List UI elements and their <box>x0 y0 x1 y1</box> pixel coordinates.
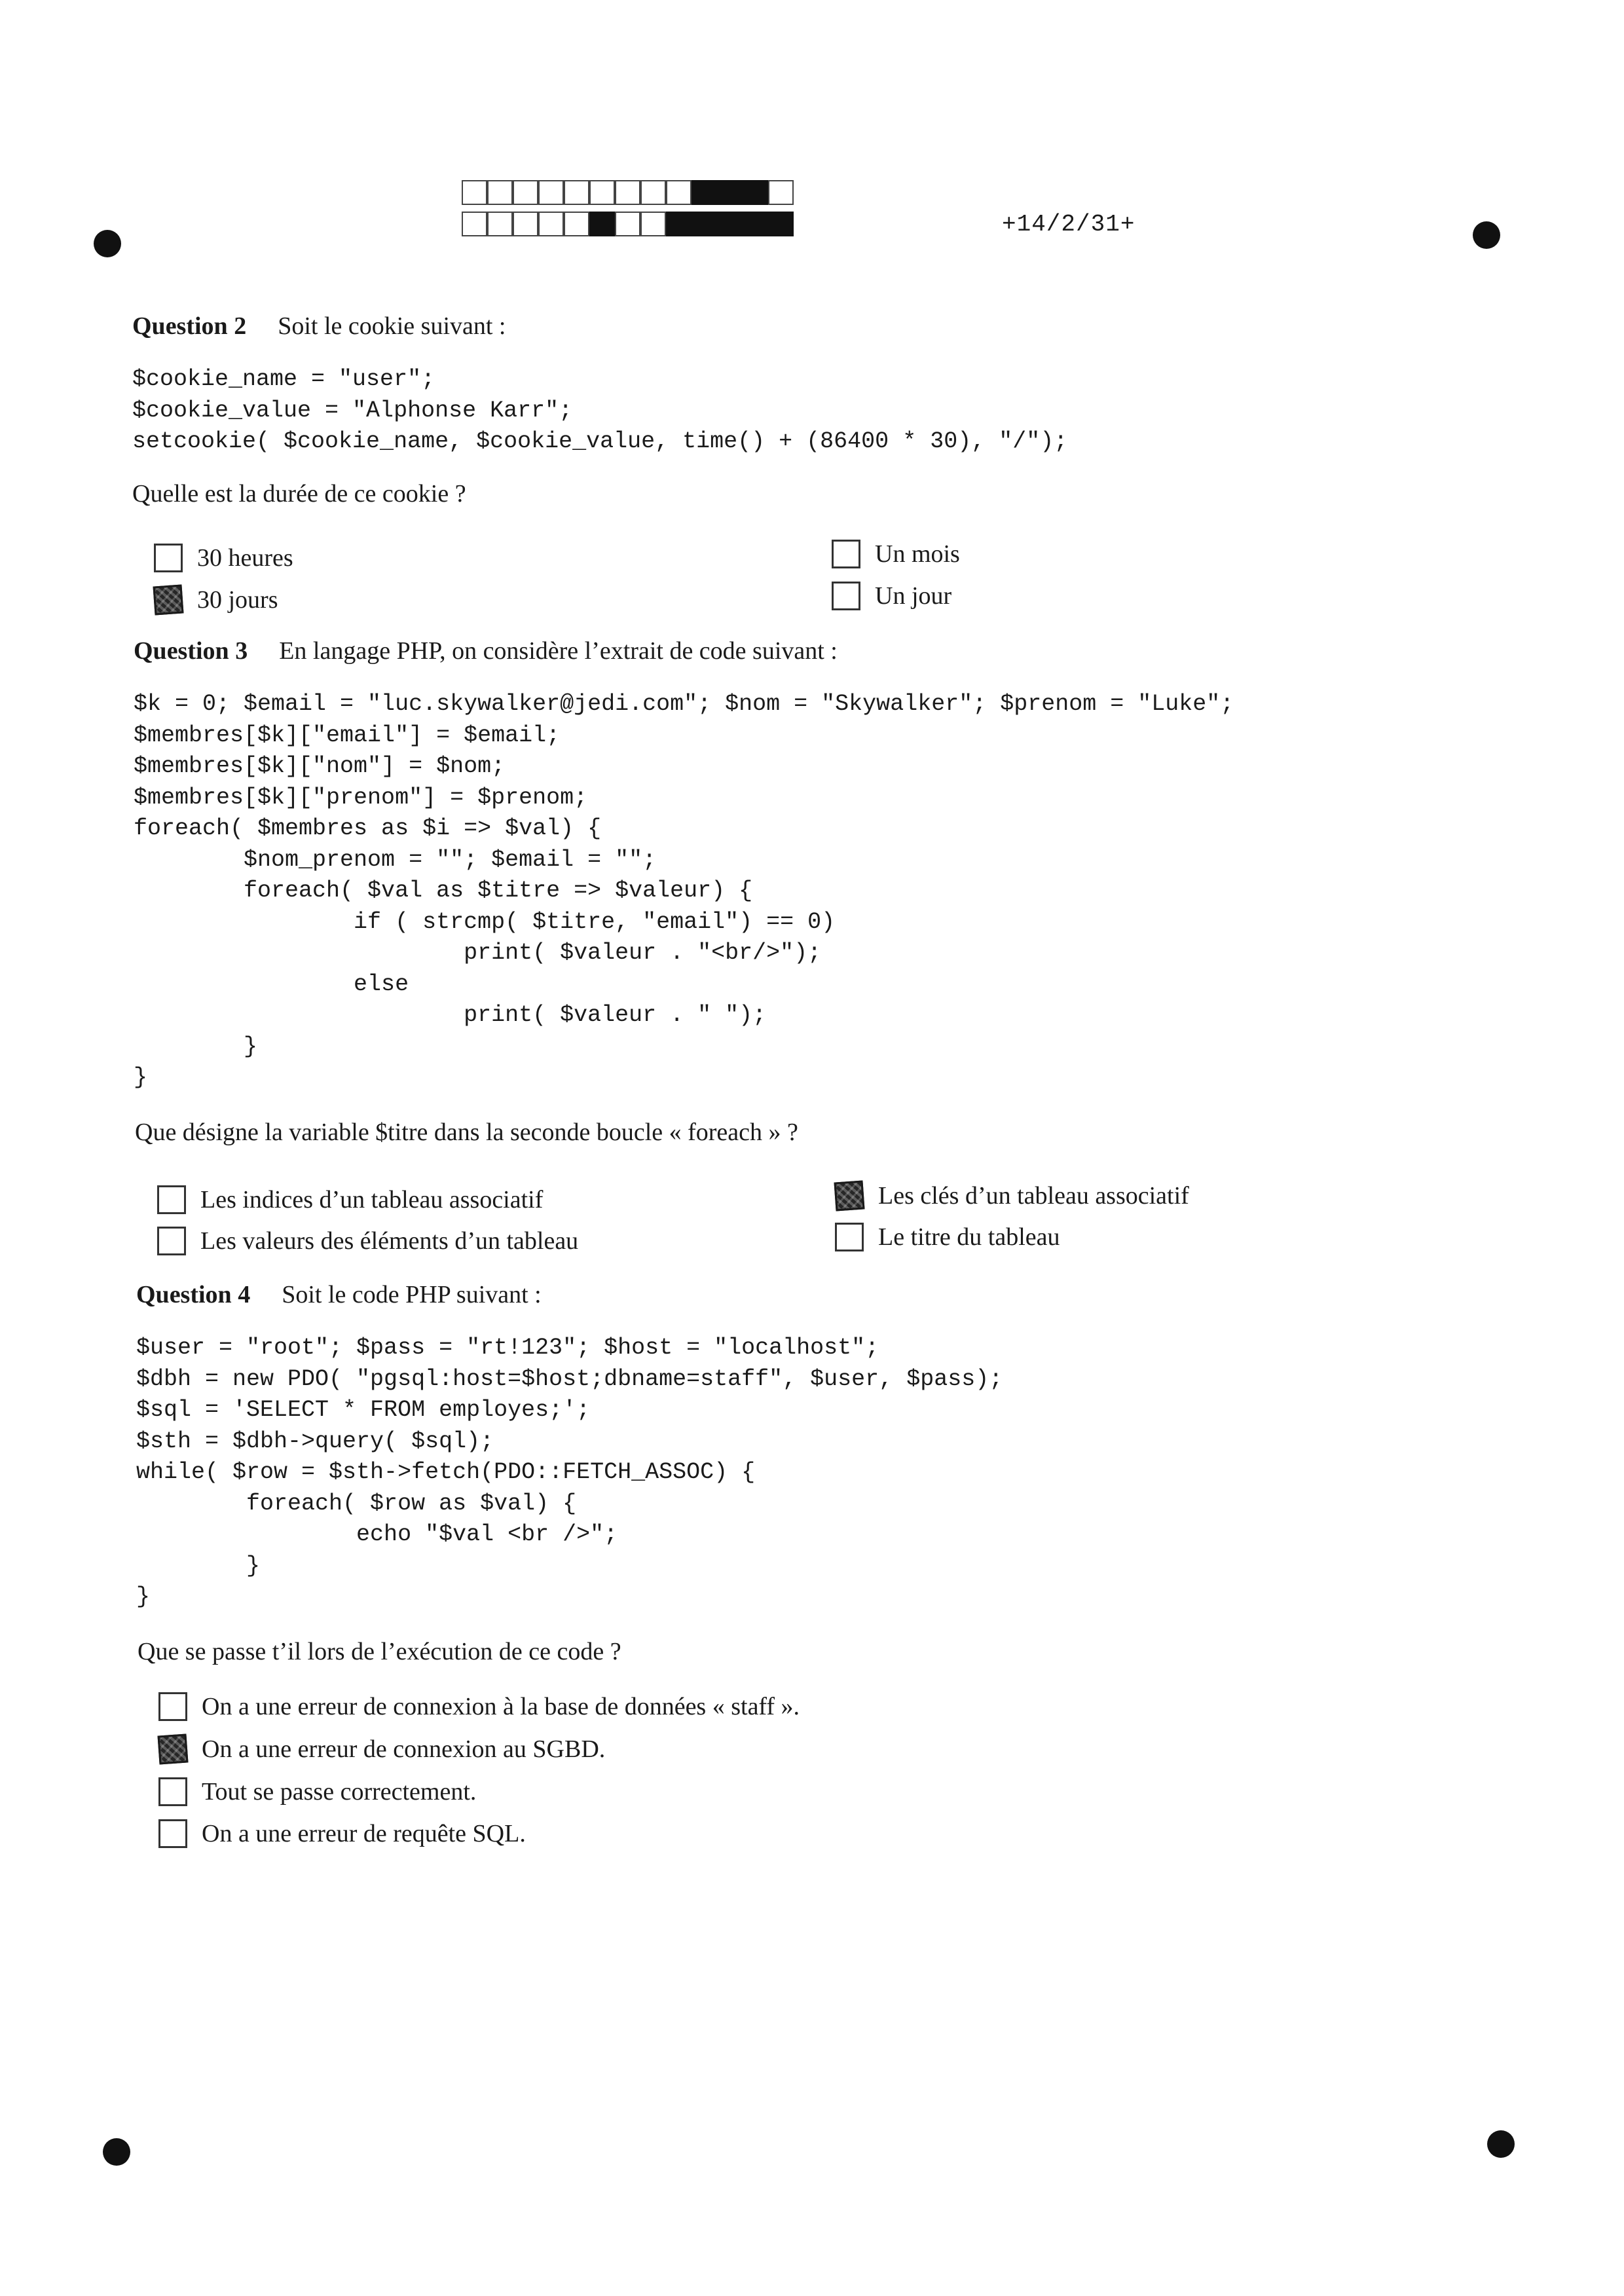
checkbox[interactable] <box>158 1692 187 1721</box>
barcode-cell-filled <box>666 212 692 236</box>
q4-choice-4[interactable] <box>158 1817 526 1851</box>
barcode-cell-empty <box>615 180 640 205</box>
choice-label: On a une erreur de connexion au SGBD. <box>202 1735 606 1763</box>
q2-choice-1[interactable] <box>154 541 293 575</box>
registration-mark-top-left <box>94 230 121 257</box>
q4-choice-3[interactable] <box>158 1775 476 1809</box>
question-4-code: $user = "root"; $pass = "rt!123"; $host = "localhost"; $dbh = new PDO( "pgsql:host=$host;dbname=staff", $user, $pass); $sql = 'SELECT * FROM employes;'; $sth = $dbh->query( $sql); while( $row = $sth->fetch(PDO::FETCH_ASSOC) { foreach( $row as $val) { echo "$val <br />"; } } <box>136 1335 1003 1610</box>
question-4-prompt: Que se passe t’il lors de l’exécution de ce code ? <box>138 1638 621 1665</box>
choice-label: 30 jours <box>197 586 278 614</box>
choice-label: Les indices d’un tableau associatif <box>200 1186 544 1213</box>
registration-mark-bottom-right <box>1487 2130 1515 2158</box>
barcode-cell-empty <box>462 212 487 236</box>
question-3-heading <box>134 637 838 665</box>
barcode-row-bottom <box>462 212 794 236</box>
question-3-code: $k = 0; $email = "luc.skywalker@jedi.com"; $nom = "Skywalker"; $prenom = "Luke"; $membres[$k]["email"] = $email; $membres[$k]["nom"] = $nom; $membres[$k]["prenom"] = $prenom; foreach( $membres as $i => $val) { $nom_prenom = ""; $email = ""; foreach( $val as $titre => $valeur) { if ( strcmp( $titre, "email") == 0) print( $valeur . "<br/>"); else print( $valeur . " "); } } <box>134 691 1234 1090</box>
question-3-prompt: Que désigne la variable $titre dans la seconde boucle « foreach » ? <box>135 1119 798 1146</box>
q2-choice-2[interactable] <box>154 583 278 617</box>
checkbox[interactable] <box>157 1227 186 1255</box>
barcode-cell-empty <box>513 212 538 236</box>
barcode-cell-empty <box>487 212 513 236</box>
barcode-cell-filled <box>589 212 615 236</box>
q3-choice-3[interactable] <box>835 1179 1189 1213</box>
checkbox[interactable] <box>158 1777 187 1806</box>
question-number: Question 4 <box>136 1281 251 1308</box>
question-intro: Soit le code PHP suivant : <box>282 1281 542 1308</box>
choice-label: Les valeurs des éléments d’un tableau <box>200 1227 579 1255</box>
question-intro: Soit le cookie suivant : <box>278 312 506 340</box>
barcode-cell-filled <box>717 212 743 236</box>
choice-label: Le titre du tableau <box>878 1223 1060 1251</box>
registration-mark-top-right <box>1473 221 1500 249</box>
barcode-cell-empty <box>615 212 640 236</box>
choice-label: On a une erreur de connexion à la base de données « staff ». <box>202 1693 800 1720</box>
barcode-cell-empty <box>513 180 538 205</box>
question-2-code: $cookie_name = "user"; $cookie_value = "Alphonse Karr"; setcookie( $cookie_name, $cookie_value, time() + (86400 * 30), "/"); <box>132 366 1068 454</box>
barcode-cell-empty <box>462 180 487 205</box>
barcode-cell-filled <box>768 212 794 236</box>
barcode-cell-filled <box>692 212 717 236</box>
choice-label: 30 heures <box>197 544 293 572</box>
checkbox[interactable] <box>832 582 860 610</box>
choice-label: Tout se passe correctement. <box>202 1778 477 1805</box>
question-number: Question 3 <box>134 637 248 665</box>
barcode-cell-empty <box>487 180 513 205</box>
q4-choice-2[interactable] <box>158 1732 605 1766</box>
question-2-heading <box>132 312 506 341</box>
checkbox-checked[interactable] <box>153 585 184 616</box>
registration-mark-bottom-left <box>103 2138 130 2166</box>
choice-label: Les clés d’un tableau associatif <box>878 1182 1189 1210</box>
checkbox-checked[interactable] <box>158 1734 189 1765</box>
q3-choice-1[interactable] <box>157 1183 543 1217</box>
question-4-heading <box>136 1280 542 1309</box>
barcode-cell-empty <box>666 180 692 205</box>
question-2-prompt: Quelle est la durée de ce cookie ? <box>132 480 466 508</box>
barcode-cell-empty <box>589 180 615 205</box>
q3-choice-4[interactable] <box>835 1220 1060 1254</box>
q3-choice-2[interactable] <box>157 1224 578 1258</box>
barcode-cell-empty <box>564 180 589 205</box>
checkbox-checked[interactable] <box>834 1181 865 1212</box>
checkbox[interactable] <box>154 544 183 572</box>
barcode-cell-empty <box>538 212 564 236</box>
barcode-cell-filled <box>717 180 743 205</box>
barcode-cell-filled <box>743 180 768 205</box>
barcode-row-top <box>462 180 794 205</box>
q4-choice-1[interactable] <box>158 1690 800 1724</box>
barcode-cell-filled <box>692 180 717 205</box>
checkbox[interactable] <box>835 1223 864 1251</box>
q2-choice-4[interactable] <box>832 579 951 613</box>
barcode-cell-empty <box>768 180 794 205</box>
q2-choice-3[interactable] <box>832 537 960 571</box>
checkbox[interactable] <box>158 1819 187 1848</box>
choice-label: On a une erreur de requête SQL. <box>202 1820 526 1847</box>
page-id: +14/2/31+ <box>1002 211 1135 238</box>
checkbox[interactable] <box>832 540 860 568</box>
barcode-cell-empty <box>640 180 666 205</box>
barcode-cell-empty <box>538 180 564 205</box>
barcode-cell-empty <box>564 212 589 236</box>
barcode-cell-filled <box>743 212 768 236</box>
barcode-cell-empty <box>640 212 666 236</box>
question-number: Question 2 <box>132 312 247 340</box>
checkbox[interactable] <box>157 1185 186 1214</box>
choice-label: Un jour <box>875 582 952 610</box>
question-intro: En langage PHP, on considère l’extrait de code suivant : <box>279 637 838 665</box>
choice-label: Un mois <box>875 540 960 568</box>
